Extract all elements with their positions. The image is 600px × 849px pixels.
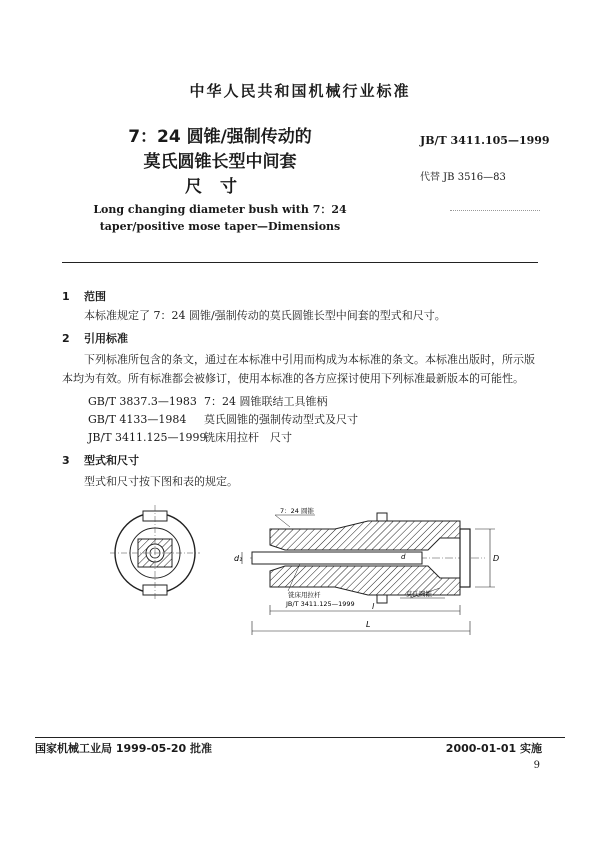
dimension-D: D [493,554,500,563]
section-1-heading [62,288,106,304]
section-3-text: 型式和尺寸按下图和表的规定。 [84,475,238,488]
title-line-1: 7：24 圆锥/强制传动的 [128,127,312,147]
english-title-line-1: Long changing diameter bush with 7：24 [93,203,347,216]
label-milling-rod-standard: JB/T 3411.125—1999 [286,600,355,608]
section-1-text: 本标准规定了 7：24 圆锥/强制传动的莫氏圆锥长型中间套的型式和尺寸。 [84,309,446,322]
reference-title: 莫氏圆锥的强制传动型式及尺寸 [204,413,358,426]
standard-number: JB/T 3411.105—1999 [420,134,550,147]
approval-note: 国家机械工业局 1999-05-20 批准 [35,742,213,755]
dimension-L: L [366,620,371,629]
header-rule [62,262,538,263]
section-number: 1 [62,290,70,303]
label-milling-rod: 铣床用拉杆 [288,591,321,599]
reference-item [88,429,292,445]
section-2-heading [62,330,128,346]
implementation-date: 2000-01-01 实施 [445,742,542,755]
dimension-l: l [372,602,375,611]
dotted-divider [450,210,540,211]
title-line-2: 莫氏圆锥长型中间套 [143,152,297,172]
reference-item [88,393,328,409]
section-heading-text: 范围 [84,290,106,303]
english-title-line-2: taper/positive mose taper—Dimensions [99,220,341,233]
section-3-heading [62,452,139,468]
reference-item [88,411,358,427]
reference-code: GB/T 3837.3—1983 [88,395,197,408]
label-taper-724: 7：24 圆锥 [280,507,314,515]
title-line-3: 尺寸 [185,177,255,197]
replaces-note: 代替 JB 3516—83 [420,172,506,183]
section-2-text: 下列标准所包含的条文，通过在本标准中引用而构成为本标准的条文。本标准出版时，所示版本均为有效。所有标准都会被修订，使用本标准的各方应探讨使用下列标准最新版本的可能性。 [62,353,535,385]
section-heading-text: 引用标准 [84,332,128,345]
page-number: 9 [533,760,540,771]
side-section-view [234,506,499,635]
reference-title: 铣床用拉杆 尺寸 [204,431,292,444]
section-heading-text: 型式和尺寸 [84,454,139,467]
label-morse-taper: 莫氏圆锥 [406,590,432,598]
technical-drawing [110,493,500,643]
dimension-d1: d₁ [234,554,243,563]
reference-code: GB/T 4133—1984 [88,413,187,426]
reference-code: JB/T 3411.125—1999 [88,431,207,444]
dimension-d: d [401,553,406,561]
section-number: 2 [62,332,70,345]
standard-category-title: 中华人民共和国机械行业标准 [189,82,411,100]
footer-rule [35,737,565,738]
end-view [110,505,200,601]
section-number: 3 [62,454,70,467]
reference-title: 7：24 圆锥联结工具锥柄 [204,395,328,408]
